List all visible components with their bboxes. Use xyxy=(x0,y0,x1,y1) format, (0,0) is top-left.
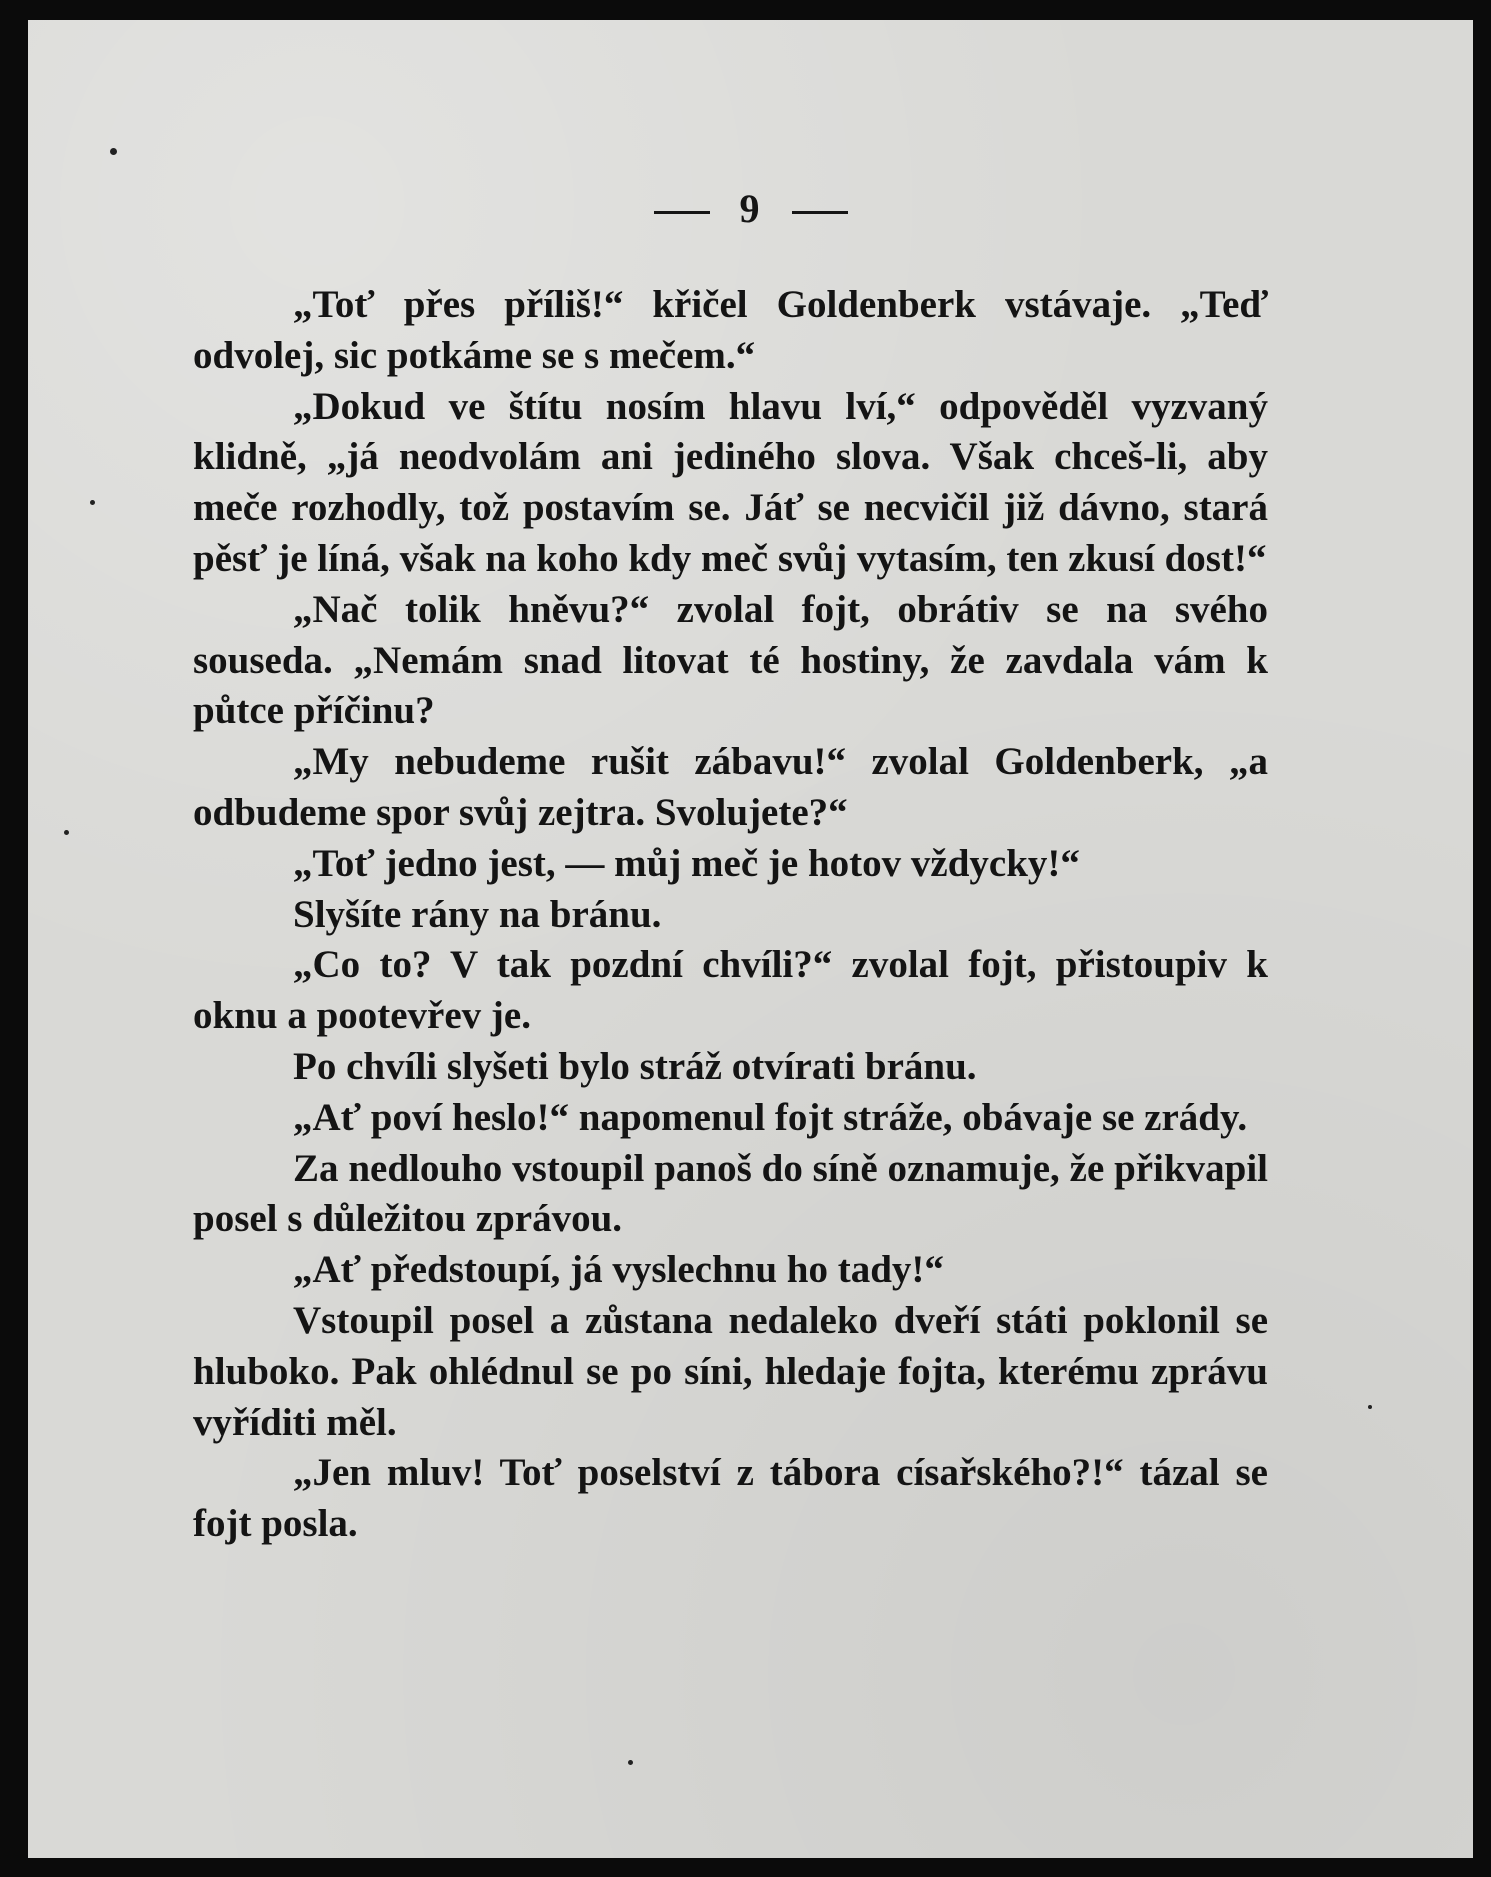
paragraph: „Toť přes příliš!“ křičel Goldenberk vstávaje. „Teď odvolej, sic potkáme se s mečem.“ xyxy=(193,283,1268,377)
paragraph: „Nač tolik hněvu?“ zvolal fojt, obrátiv se na svého souseda. „Nemám snad litovat té hostiny, že zavdala vám k půtce příčinu? xyxy=(193,587,1268,733)
book-page xyxy=(28,20,1473,1858)
page-header xyxy=(28,185,1473,232)
paragraph: „My nebudeme rušit zábavu!“ zvolal Goldenberk, „a odbudeme spor svůj zejtra. Svolujete?“ xyxy=(193,740,1268,834)
header-dash-right xyxy=(792,211,848,214)
print-speck xyxy=(64,830,69,835)
print-speck xyxy=(90,500,95,505)
print-speck xyxy=(110,148,117,155)
paragraph: Vstoupil posel a zůstana nedaleko dveří státi poklonil se hluboko. Pak ohlédnul se po síni, hledaje fojta, kterému zprávu vyříditi měl. xyxy=(193,1298,1268,1444)
paragraph: „Jen mluv! Toť poselství z tábora císařského?!“ tázal se fojt posla. xyxy=(193,1451,1268,1546)
paragraph: „Ať předstoupí, já vyslechnu ho tady!“ xyxy=(293,1248,944,1292)
print-speck xyxy=(1368,1405,1372,1409)
paragraph: „Ať poví heslo!“ napomenul fojt stráže, obávaje se zrády. xyxy=(293,1095,1248,1139)
body-text xyxy=(193,280,1268,1550)
print-speck xyxy=(628,1760,633,1765)
paragraph: „Co to? V tak pozdní chvíli?“ zvolal fojt, přistoupiv k oknu a pootevřev je. xyxy=(193,943,1268,1038)
header-dash-left xyxy=(654,211,710,214)
paragraph: Po chvíli slyšeti bylo stráž otvírati bránu. xyxy=(293,1044,977,1088)
paragraph: „Dokud ve štítu nosím hlavu lví,“ odpověděl vyzvaný klidně, „já neodvolám ani jediného slova. Však chceš-li, aby meče rozhodly, tož postavím se. Jáť se necvičil již dávno, stará pěsť je líná, však na koho kdy meč svůj vytasím, ten zkusí dost!“ xyxy=(193,384,1268,580)
paragraph: Za nedlouho vstoupil panoš do síně oznamuje, že přikvapil posel s důležitou zprávou. xyxy=(193,1146,1268,1241)
paragraph: „Toť jedno jest, — můj meč je hotov vždycky!“ xyxy=(293,841,1080,885)
paragraph: Slyšíte rány na bránu. xyxy=(293,892,662,936)
page-number: 9 xyxy=(739,186,762,231)
